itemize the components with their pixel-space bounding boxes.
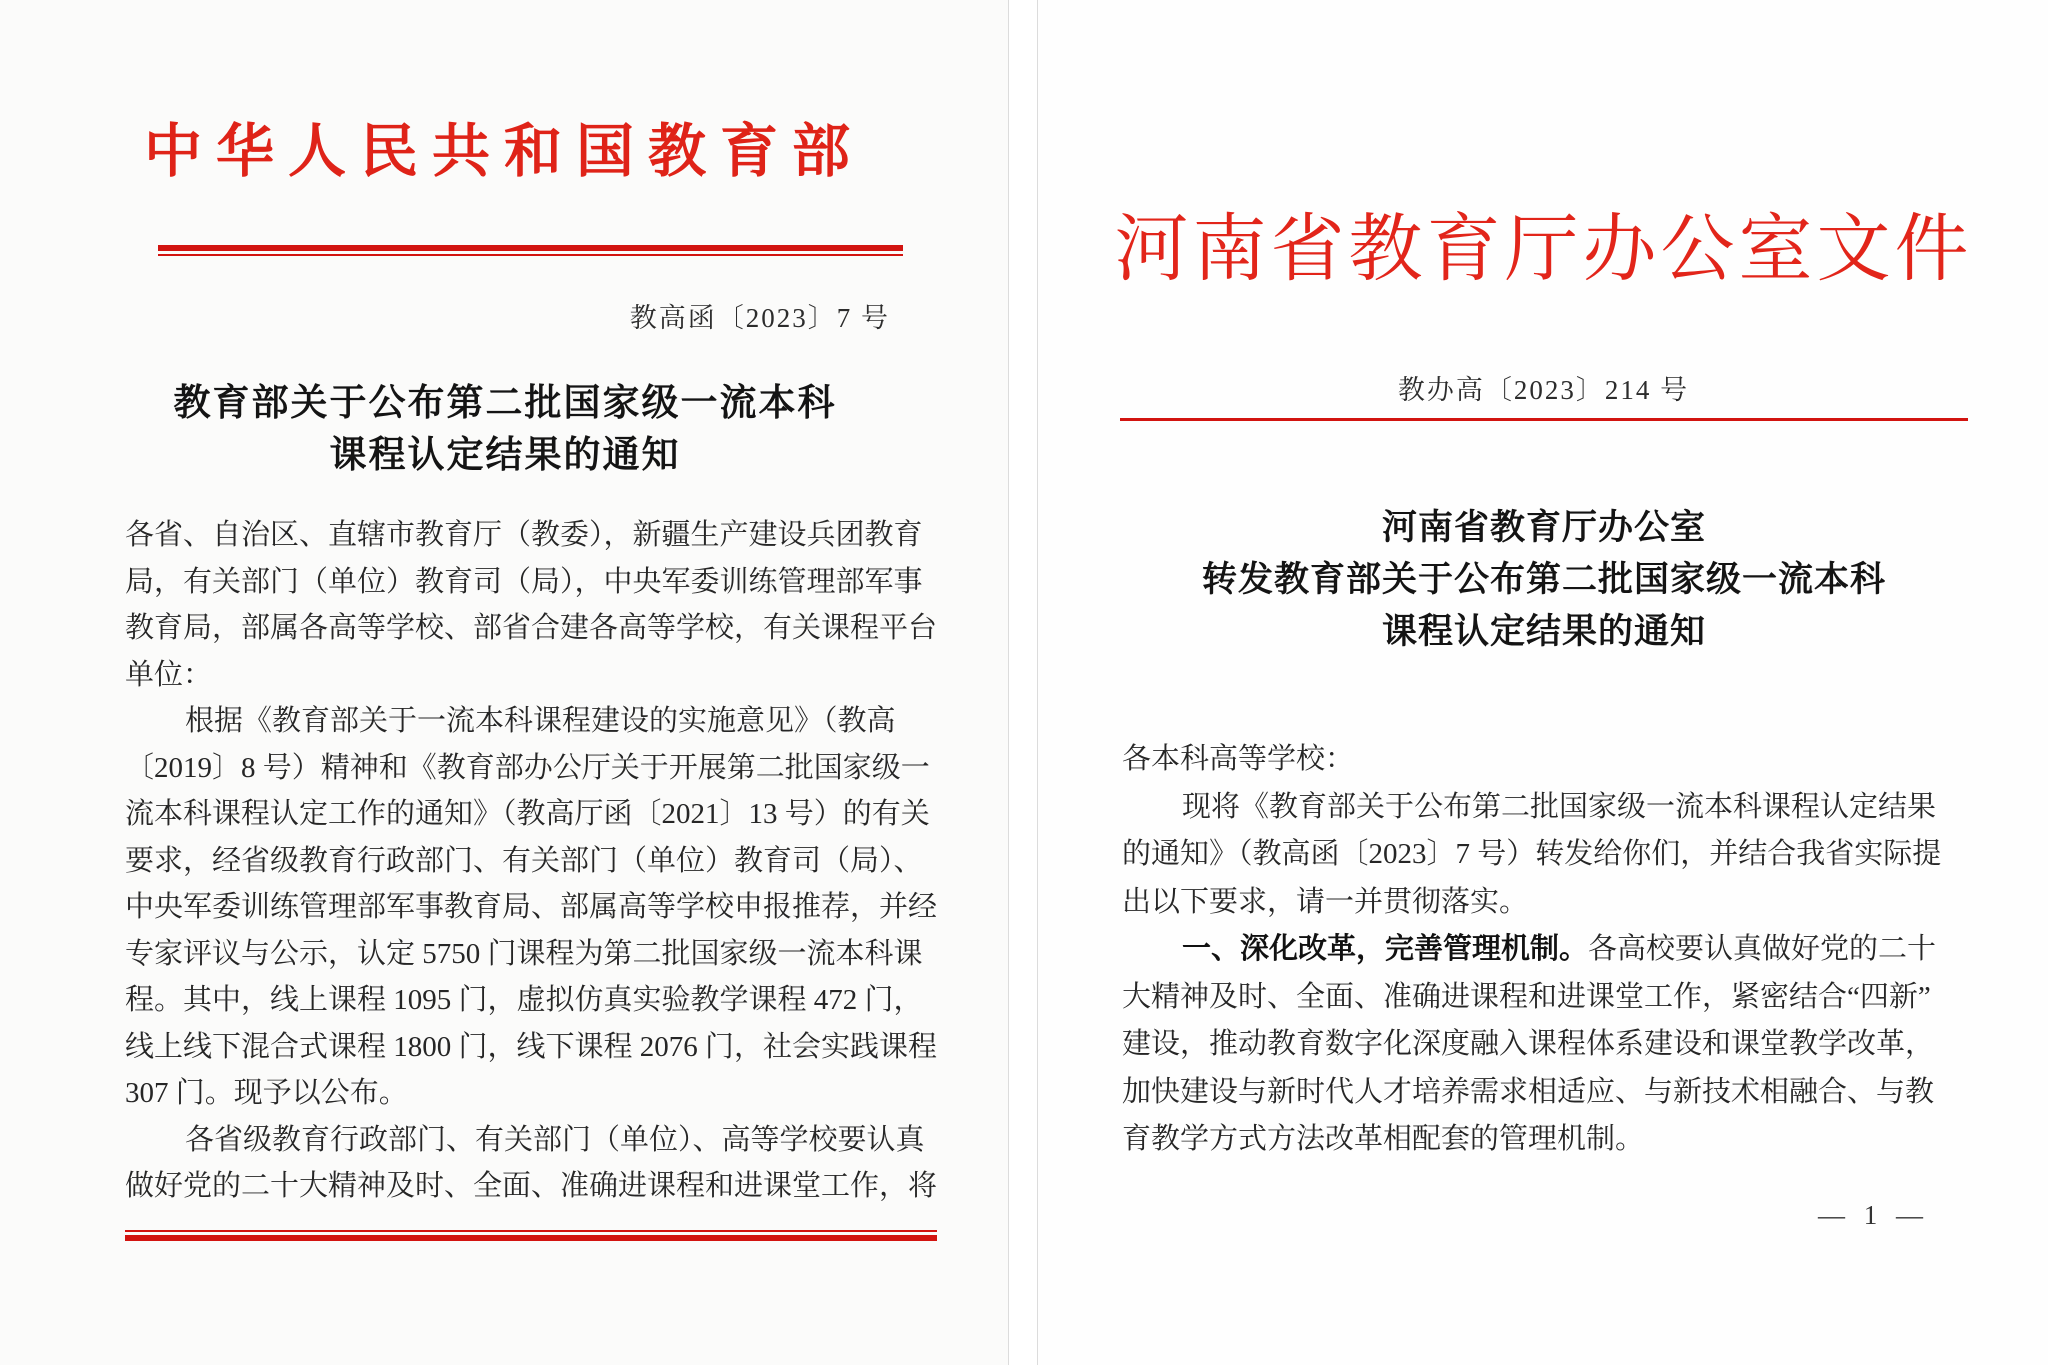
body-line — [1122, 926, 1968, 974]
body-line: 中央军委训练管理部军事教育局、部属高等学校申报推荐，并经 — [125, 891, 938, 923]
body-line: 的通知》（教高函〔2023〕7 号）转发给你们，并结合我省实际提 — [1122, 838, 1942, 870]
footer-double-rule — [125, 1230, 937, 1241]
document-title-line1: 教育部关于公布第二批国家级一流本科 — [173, 383, 837, 424]
body-line: 程。其中，线上课程 1095 门，虚拟仿真实验教学课程 472 门， — [125, 984, 923, 1016]
body-line: 加快建设与新时代人才培养需求相适应、与新技术相融合、与教 — [1122, 1075, 1935, 1108]
document-title-line2: 转发教育部关于公布第二批国家级一流本科 — [1201, 560, 1886, 599]
rule-thin-line — [158, 254, 903, 256]
body-line: 大精神及时、全面、准确进课程和进课堂工作，紧密结合“四新” — [1122, 980, 1931, 1013]
document-number: 教办高〔2023〕214 号 — [1397, 375, 1690, 405]
document-title-line3: 课程认定结果的通知 — [1381, 612, 1706, 651]
section-heading-bold: 一、深化改革，完善管理机制。 — [1182, 933, 1589, 965]
document-title — [1078, 502, 2010, 658]
body-line: 各本科高等学校： — [1122, 743, 1355, 775]
body-text-after-heading: 各高校要认真做好党的二十 — [1588, 933, 1937, 965]
rule-thick-line — [125, 1235, 937, 1241]
body-line: 出以下要求，请一并贯彻落实。 — [1122, 885, 1529, 918]
body-line: 各省、自治区、直辖市教育厅（教委），新疆生产建设兵团教育 — [125, 519, 923, 551]
document-title — [60, 378, 950, 482]
body-line: 单位： — [125, 658, 213, 691]
henan-document-page — [1037, 0, 2048, 1365]
ministry-document-page — [0, 0, 1009, 1365]
document-number: 教高函〔2023〕7 号 — [629, 303, 890, 333]
ministry-header-title: 中华人民共和国教育部 — [143, 119, 864, 184]
body-line: 教育局，部属各高等学校、部省合建各高等学校，有关课程平台 — [125, 612, 938, 644]
body-line: 专家评议与公示，认定 5750 门课程为第二批国家级一流本科课 — [125, 937, 923, 970]
body-line: 线上线下混合式课程 1800 门，线下课程 2076 门，社会实践课程 — [125, 1030, 938, 1063]
document-body — [1122, 736, 1968, 1164]
body-line: 根据《教育部关于一流本科课程建设的实施意见》（教高 — [185, 705, 896, 737]
body-line: 育教学方式方法改革相配套的管理机制。 — [1122, 1123, 1645, 1155]
body-line: 307 门。现予以公布。 — [125, 1077, 408, 1109]
henan-header-title: 河南省教育厅办公室文件 — [1114, 209, 1973, 291]
body-line: 流本科课程认定工作的通知》（教高厅函〔2021〕13 号）的有关 — [125, 798, 930, 830]
body-line: 各省级教育行政部门、有关部门（单位）、高等学校要认真 — [185, 1123, 925, 1156]
header-single-rule — [1120, 418, 1968, 421]
body-line: 局，有关部门（单位）教育司（局），中央军委训练管理部军事 — [125, 565, 923, 598]
body-line: 做好党的二十大精神及时、全面、准确进课程和进课堂工作，将 — [125, 1170, 938, 1202]
page-number: — 1 — — [1818, 1200, 1929, 1230]
body-line: 现将《教育部关于公布第二批国家级一流本科课程认定结果 — [1182, 790, 1937, 823]
document-title-line1: 河南省教育厅办公室 — [1381, 508, 1706, 547]
document-title-line2: 课程认定结果的通知 — [329, 435, 681, 476]
header-double-rule — [158, 245, 903, 256]
document-body — [125, 512, 937, 1210]
body-line: 〔2019〕8 号）精神和《教育部办公厅关于开展第二批国家级一 — [125, 751, 930, 784]
body-line: 建设，推动教育数字化深度融入课程体系建设和课堂教学改革， — [1122, 1028, 1935, 1060]
body-line: 要求，经省级教育行政部门、有关部门（单位）教育司（局）、 — [125, 844, 923, 877]
